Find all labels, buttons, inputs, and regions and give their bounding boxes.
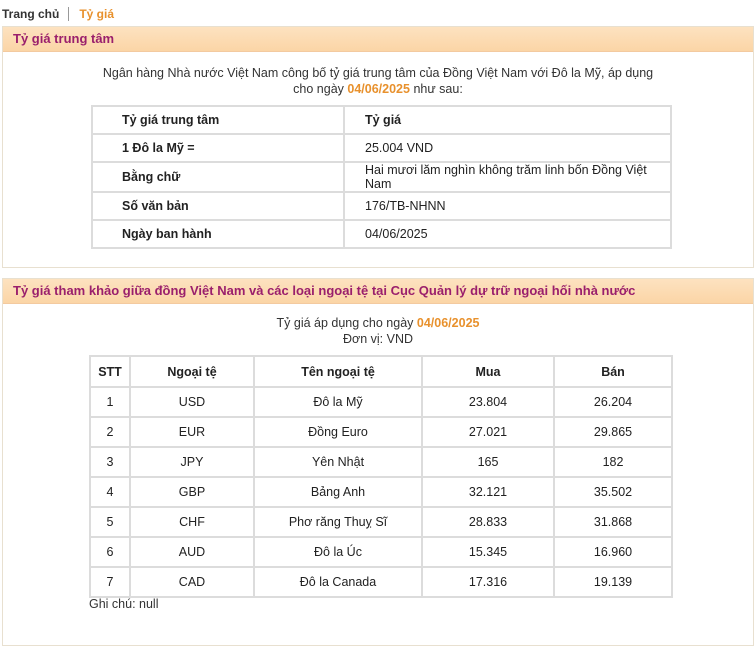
table-row [90,447,672,477]
table-row [92,192,671,220]
central-rate-header: Tỷ giá trung tâm [3,27,753,52]
table-header-row [90,356,672,387]
central-rate-panel [2,26,754,268]
row-currency-code: JPY [130,447,254,477]
row-currency-name: Đô la Úc [254,537,422,567]
row-label: Bằng chữ [92,162,344,192]
row-stt: 7 [90,567,130,597]
table-row [92,220,671,248]
row-currency-name: Đô la Canada [254,567,422,597]
row-label: Ngày ban hành [92,220,344,248]
applied-date: 04/06/2025 [416,316,480,330]
applied-prefix: Tỷ giá áp dụng cho ngày [276,316,414,330]
breadcrumb-current: Tỷ giá [79,7,115,21]
reference-rate-table [89,355,673,598]
intro-prefix: cho ngày [293,82,344,96]
column-header-sell: Bán [554,356,672,387]
row-sell-rate: 29.865 [554,417,672,447]
row-currency-code: AUD [130,537,254,567]
column-header-central-rate: Tỷ giá trung tâm [92,106,344,134]
row-stt: 4 [90,477,130,507]
intro-suffix: như sau: [413,82,463,96]
row-sell-rate: 19.139 [554,567,672,597]
column-header-currency-code: Ngoại tệ [130,356,254,387]
row-currency-name: Đô la Mỹ [254,387,422,417]
row-buy-rate: 32.121 [422,477,554,507]
row-stt: 2 [90,417,130,447]
row-buy-rate: 165 [422,447,554,477]
column-header-rate: Tỷ giá [344,106,671,134]
row-label: 1 Đô la Mỹ = [92,134,344,162]
row-buy-rate: 27.021 [422,417,554,447]
row-currency-code: CHF [130,507,254,537]
column-header-currency-name: Tên ngoại tệ [254,356,422,387]
row-stt: 3 [90,447,130,477]
row-buy-rate: 17.316 [422,567,554,597]
table-row [90,507,672,537]
table-header-row [92,106,671,134]
row-stt: 5 [90,507,130,537]
row-sell-rate: 26.204 [554,387,672,417]
breadcrumb-separator [68,7,69,21]
central-rate-intro [3,65,753,97]
row-currency-name: Bảng Anh [254,477,422,507]
table-row [90,567,672,597]
row-value: 04/06/2025 [344,220,671,248]
row-buy-rate: 28.833 [422,507,554,537]
table-row [90,387,672,417]
reference-rate-intro [3,315,753,347]
row-currency-code: GBP [130,477,254,507]
central-rate-table [91,105,672,249]
table-row [90,417,672,447]
column-header-buy: Mua [422,356,554,387]
row-value: 176/TB-NHNN [344,192,671,220]
row-label: Số văn bản [92,192,344,220]
row-currency-code: CAD [130,567,254,597]
row-stt: 6 [90,537,130,567]
intro-line-1: Ngân hàng Nhà nước Việt Nam công bố tỷ giá trung tâm của Đồng Việt Nam với Đô la Mỹ, áp dụng [102,66,654,80]
reference-rate-panel [2,278,754,646]
row-sell-rate: 16.960 [554,537,672,567]
intro-line-2 [3,81,753,97]
table-row [90,477,672,507]
row-sell-rate: 31.868 [554,507,672,537]
row-value: 25.004 VND [344,134,671,162]
row-currency-code: EUR [130,417,254,447]
intro-date: 04/06/2025 [347,82,410,96]
unit-label: Đơn vị: VND [342,332,413,346]
breadcrumb [2,6,114,22]
row-value: Hai mươi lăm nghìn không trăm linh bốn Đồng Việt Nam [344,162,671,192]
reference-rate-header: Tỷ giá tham khảo giữa đồng Việt Nam và các loại ngoại tệ tại Cục Quản lý dự trữ ngoại hối nhà nước [3,279,753,304]
column-header-stt: STT [90,356,130,387]
breadcrumb-home-link[interactable]: Trang chủ [2,7,60,21]
note-text: Ghi chú: null [89,597,159,611]
table-row [90,537,672,567]
row-stt: 1 [90,387,130,417]
row-buy-rate: 23.804 [422,387,554,417]
table-row [92,162,671,192]
row-currency-name: Yên Nhật [254,447,422,477]
row-currency-name: Đồng Euro [254,417,422,447]
row-currency-code: USD [130,387,254,417]
row-buy-rate: 15.345 [422,537,554,567]
table-row [92,134,671,162]
row-sell-rate: 35.502 [554,477,672,507]
row-currency-name: Phơ răng Thuỵ Sĩ [254,507,422,537]
reference-rate-rows [90,387,672,597]
row-sell-rate: 182 [554,447,672,477]
applied-date-line [3,315,753,331]
